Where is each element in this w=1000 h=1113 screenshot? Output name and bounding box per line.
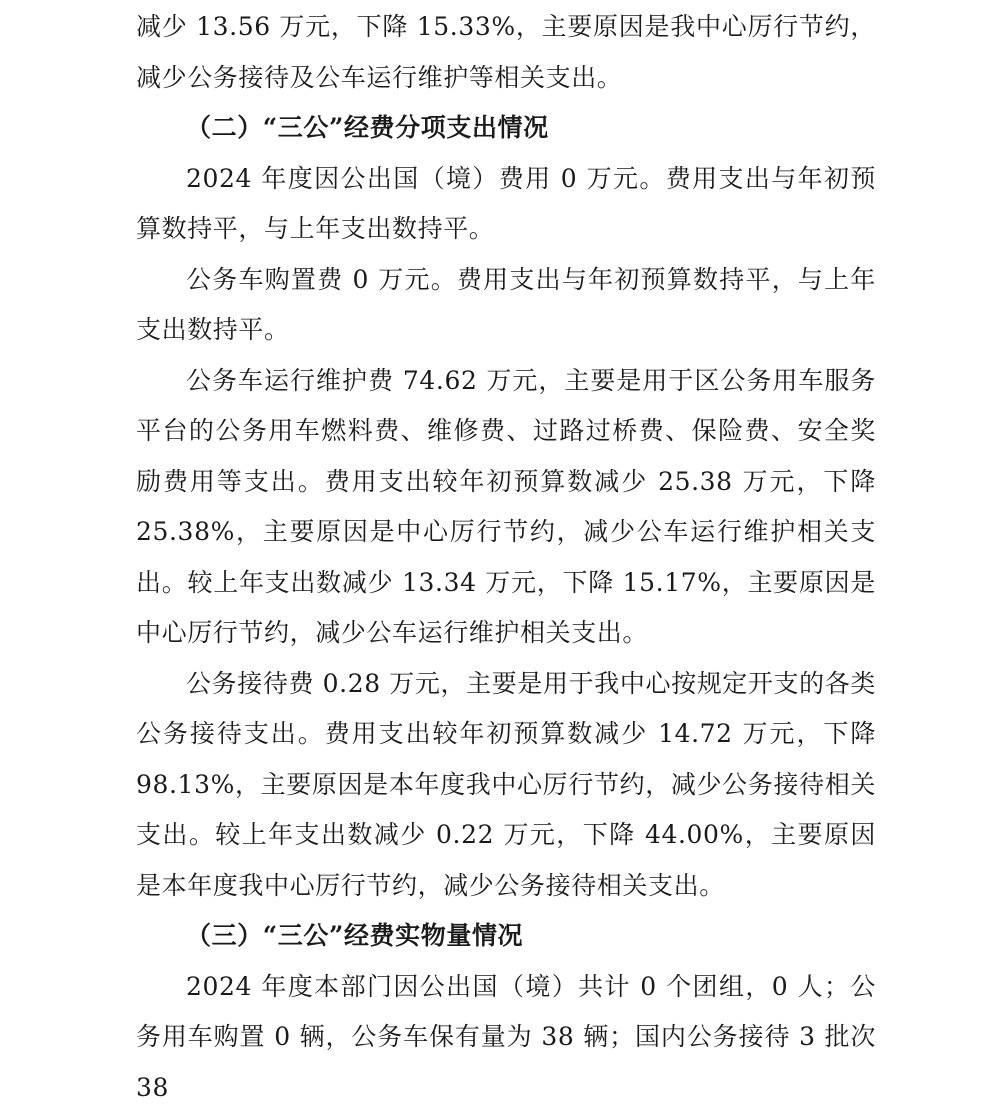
document-page — [136, 0, 876, 1113]
section-heading-three: （三）“三公”经费实物量情况 — [136, 911, 876, 962]
paragraph-official-reception: 公务接待费 0.28 万元，主要是用于我中心按规定开支的各类公务接待支出。费用支出较年初预算数减少 14.72 万元，下降 98.13%，主要原因是本年度我中心厉行节约，减少公务接待相关支出。较上年支出数减少 0.22 万元，下降 44.00%，主要原因是本年度我中心厉行节约，减少公务接待相关支出。 — [136, 659, 876, 912]
paragraph-vehicle-maintenance: 公务车运行维护费 74.62 万元，主要是用于区公务用车服务平台的公务用车燃料费、维修费、过路过桥费、保险费、安全奖励费用等支出。费用支出较年初预算数减少 25.38 万元，下降 25.38%，主要原因是中心厉行节约，减少公车运行维护相关支出。较上年支出数减少 13.34 万元，下降 15.17%，主要原因是中心厉行节约，减少公车运行维护相关支出。 — [136, 356, 876, 659]
section-heading-two: （二）“三公”经费分项支出情况 — [136, 103, 876, 154]
paragraph-vehicle-purchase: 公务车购置费 0 万元。费用支出与年初预算数持平，与上年支出数持平。 — [136, 255, 876, 356]
paragraph-physical-quantity: 2024 年度本部门因公出国（境）共计 0 个团组，0 人；公务用车购置 0 辆，公务车保有量为 38 辆；国内公务接待 3 批次 38 — [136, 962, 876, 1113]
paragraph-continued: 减少 13.56 万元，下降 15.33%，主要原因是我中心厉行节约，减少公务接待及公车运行维护等相关支出。 — [136, 2, 876, 103]
paragraph-overseas-travel: 2024 年度因公出国（境）费用 0 万元。费用支出与年初预算数持平，与上年支出数持平。 — [136, 154, 876, 255]
